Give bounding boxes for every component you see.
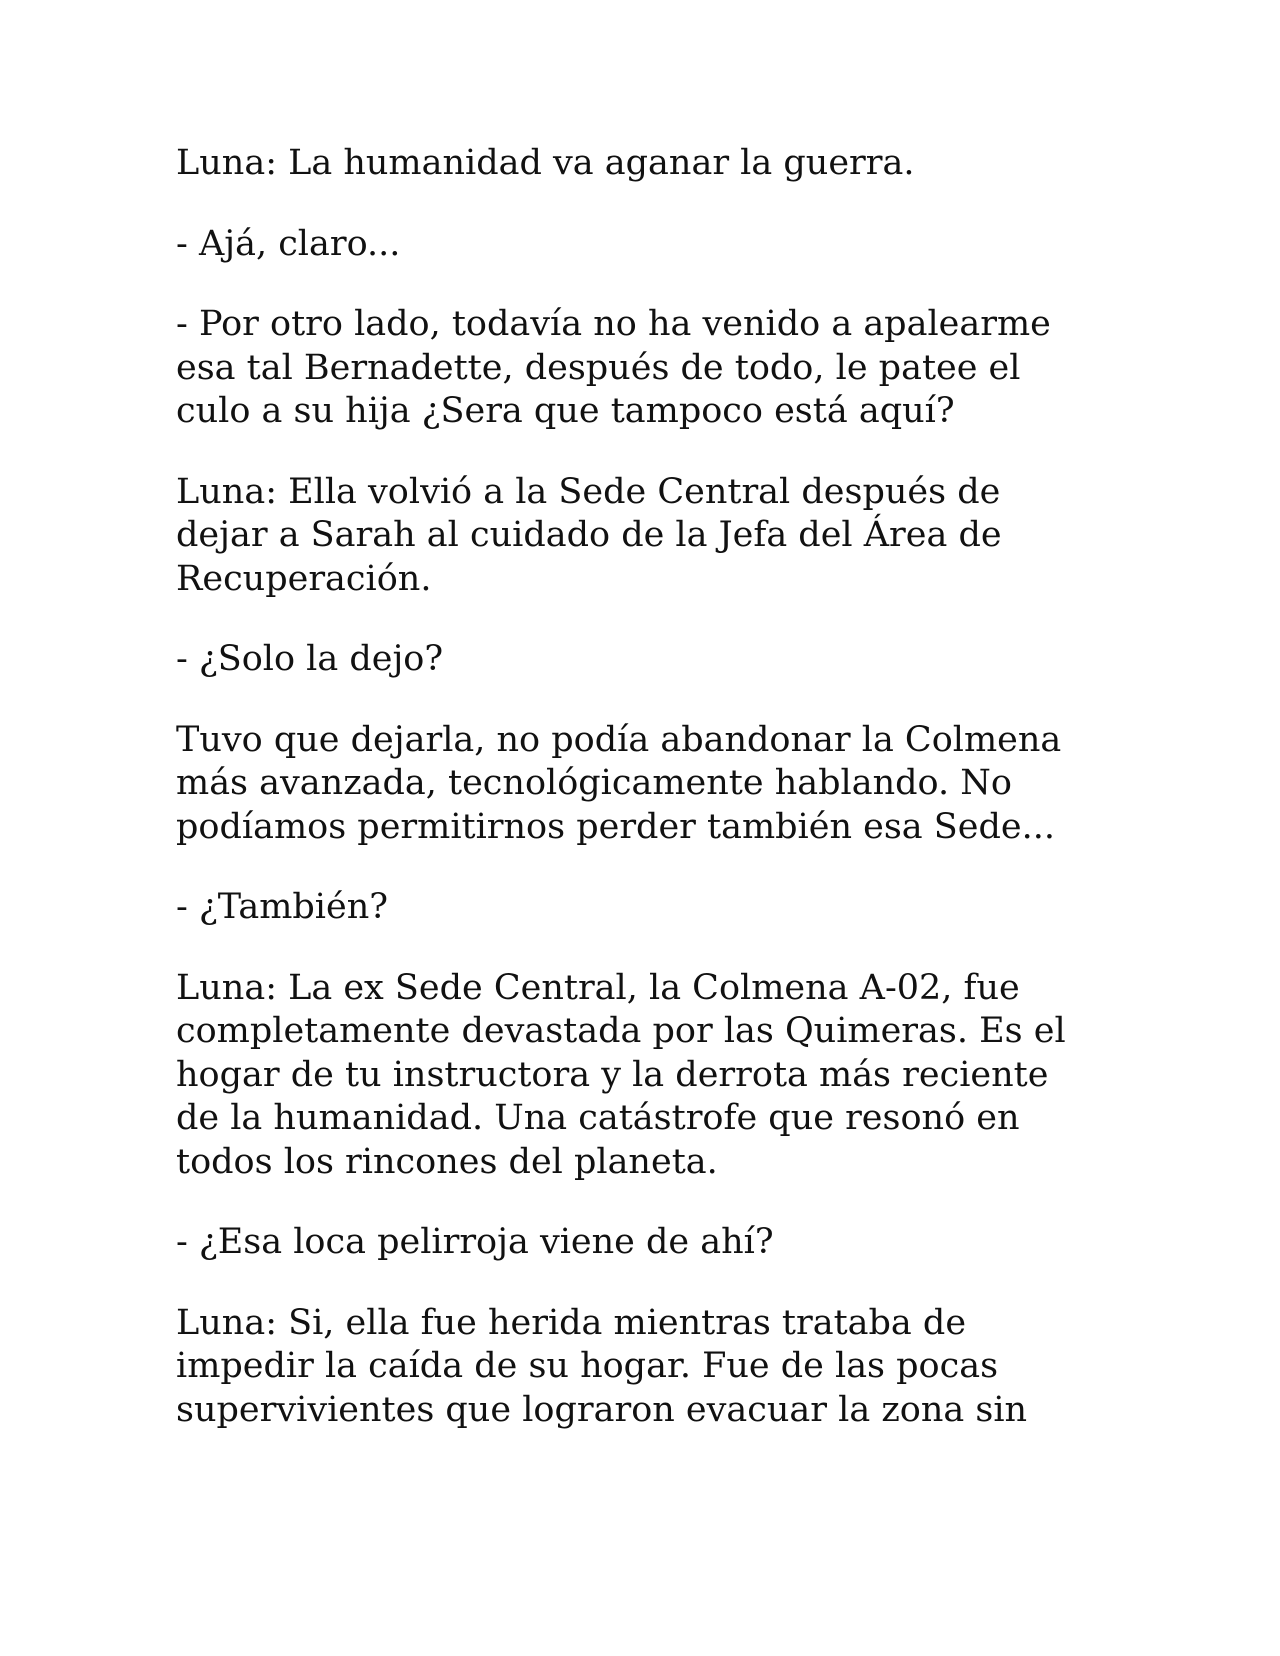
paragraph-5: [176, 638, 1170, 682]
text-line: Luna: Si, ella fue herida mientras trataba de: [176, 1302, 967, 1343]
paragraph-2: [176, 223, 1170, 267]
text-line: - Por otro lado, todavía no ha venido a apalearme: [176, 304, 1051, 344]
text-line: Luna: Ella volvió a la Sede Central después de: [176, 471, 1001, 512]
text-line: más avanzada, tecnológicamente hablando. No: [176, 763, 1012, 803]
paragraph-10: [176, 1302, 1170, 1433]
text-line: Recuperación.: [176, 558, 432, 599]
text-line: Luna: La humanidad va aganar la guerra.: [176, 143, 915, 183]
text-line: supervivientes que lograron evacuar la zona sin: [176, 1389, 1028, 1430]
paragraph-8: [176, 967, 1170, 1185]
text-line: - ¿Solo la dejo?: [176, 639, 444, 679]
text-line: - Ajá, claro...: [176, 223, 401, 264]
paragraph-4: [176, 471, 1170, 602]
text-line: impedir la caída de su hogar. Fue de las pocas: [176, 1346, 999, 1386]
text-line: Luna: La ex Sede Central, la Colmena A-02, fue: [176, 967, 1020, 1008]
text-line: hogar de tu instructora y la derrota más reciente: [176, 1054, 1049, 1095]
text-line: esa tal Bernadette, después de todo, le patee el: [176, 347, 1021, 388]
text-line: Tuvo que dejarla, no podía abandonar la Colmena: [176, 719, 1062, 760]
paragraph-9: [176, 1221, 1170, 1265]
text-line: completamente devastada por las Quimeras. Es el: [176, 1011, 1066, 1051]
text-line: todos los rincones del planeta.: [176, 1141, 718, 1182]
text-line: - ¿Esa loca pelirroja viene de ahí?: [176, 1222, 774, 1262]
paragraph-1: [176, 142, 1170, 186]
text-line: de la humanidad. Una catástrofe que resonó en: [176, 1098, 1020, 1138]
text-line: podíamos permitirnos perder también esa Sede...: [176, 806, 1055, 847]
paragraph-3: [176, 303, 1170, 434]
paragraph-7: [176, 886, 1170, 930]
paragraph-6: [176, 719, 1170, 850]
text-line: - ¿También?: [176, 887, 389, 927]
text-line: culo a su hija ¿Sera que tampoco está aquí?: [176, 391, 955, 431]
text-line: dejar a Sarah al cuidado de la Jefa del Área de: [176, 515, 1002, 555]
